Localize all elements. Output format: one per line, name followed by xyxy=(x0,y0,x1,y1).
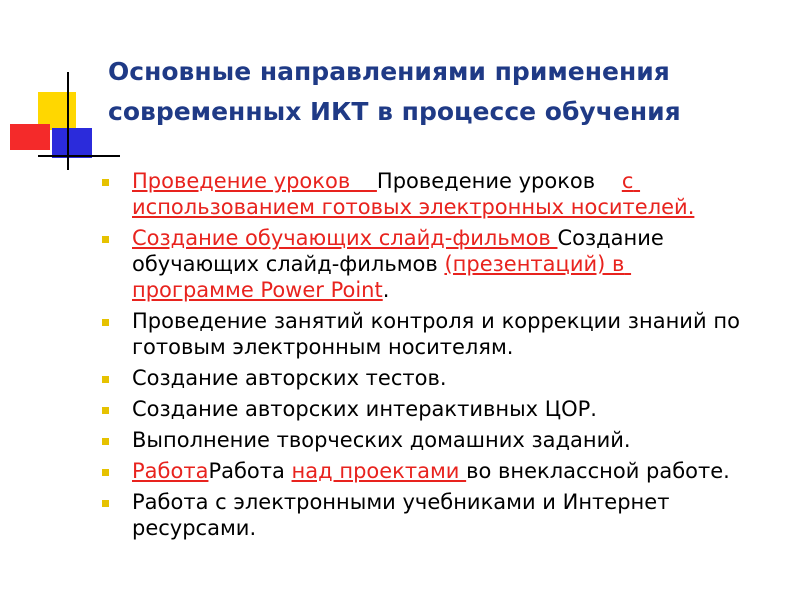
list-item xyxy=(100,365,740,391)
bullet-icon xyxy=(102,469,109,476)
decorative-squares xyxy=(0,0,120,170)
bullet-icon xyxy=(102,319,109,326)
list-item xyxy=(100,396,740,422)
item-text: Работа с электронными учебниками и Интернет ресурсами. xyxy=(132,490,677,540)
bullet-icon xyxy=(102,500,109,507)
item-text: Проведение занятий контроля и коррекции знаний по готовым электронным носителям. xyxy=(132,309,747,359)
item-text: Создание обучающих слайд-фильмов xyxy=(132,226,671,276)
list-item xyxy=(100,458,740,484)
bullet-icon xyxy=(102,407,109,414)
list-item xyxy=(100,308,747,360)
item-text: Выполнение творческих домашних заданий. xyxy=(132,428,631,452)
hyperlink[interactable]: Создание обучающих слайд-фильмов xyxy=(132,226,558,250)
hyperlink[interactable]: над проектами xyxy=(291,459,467,483)
hyperlink[interactable]: Проведение уроков xyxy=(132,169,377,193)
red-square xyxy=(10,124,50,150)
slide-title xyxy=(108,52,788,132)
list-item xyxy=(100,489,740,541)
hyperlink[interactable]: (презентаций) в программе Power Point xyxy=(132,252,632,302)
list-item xyxy=(100,225,740,303)
bullet-icon xyxy=(102,438,109,445)
list-item xyxy=(100,168,740,220)
item-text: . xyxy=(382,278,390,302)
item-text: Создание авторских тестов. xyxy=(132,366,447,390)
bullet-list xyxy=(100,168,747,546)
blue-square xyxy=(52,128,92,158)
hyperlink[interactable]: с использованием готовых электронных носителей. xyxy=(132,169,695,219)
item-text: Создание авторских интерактивных ЦОР. xyxy=(132,397,597,421)
bullet-icon xyxy=(102,376,109,383)
title-line-1: Основные направлениями применения xyxy=(108,57,670,86)
list-item xyxy=(100,427,740,453)
bullet-icon xyxy=(102,236,109,243)
item-text: Проведение уроков xyxy=(376,169,622,193)
item-text: Работа xyxy=(208,459,292,483)
title-line-2: современных ИКТ в процессе обучения xyxy=(108,97,681,126)
bullet-icon xyxy=(102,179,109,186)
item-text: во внеклассной работе. xyxy=(466,459,730,483)
hyperlink[interactable]: Работа xyxy=(132,459,209,483)
